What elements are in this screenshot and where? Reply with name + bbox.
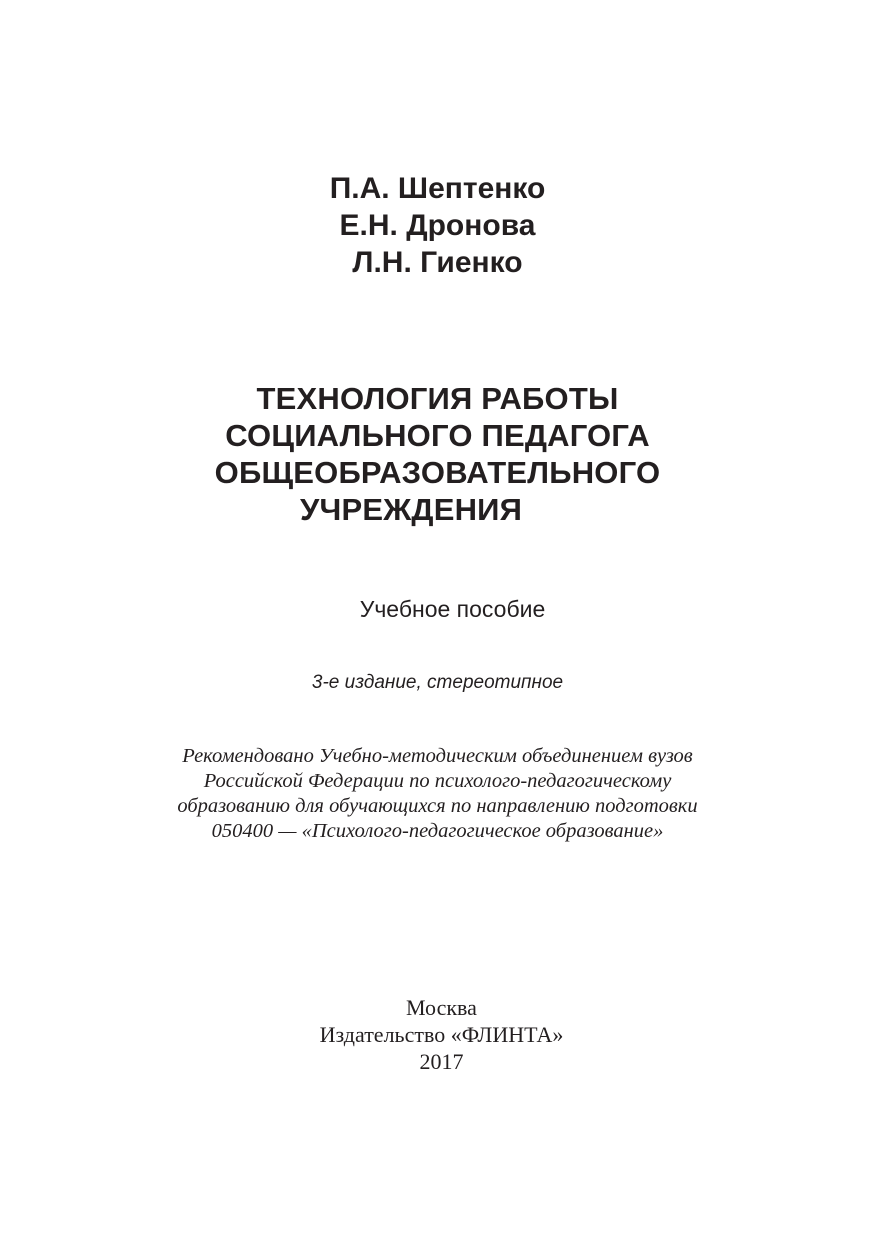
author-name: П.А. Шептенко [329, 172, 546, 205]
recommendation-line: 050400 — «Психолого-педагогическое образование» [211, 820, 664, 842]
edition-note: 3-е издание, стереотипное [311, 672, 564, 693]
book-title-line: СОЦИАЛЬНОГО ПЕДАГОГА [225, 418, 650, 453]
book-title [0, 380, 875, 528]
imprint-city: Москва [406, 995, 477, 1020]
recommendation-line: Рекомендовано Учебно-методическим объединением вузов [182, 745, 693, 767]
imprint-publisher: Издательство «ФЛИНТА» [319, 1022, 564, 1047]
recommendation-line: образованию для обучающихся по направлению подготовки [177, 795, 698, 817]
recommendation-line: Российской Федерации по психолого-педагогическому [203, 770, 672, 792]
author-name: Е.Н. Дронова [339, 209, 536, 242]
authors-block [0, 170, 875, 281]
recommendation-note [0, 744, 875, 844]
imprint-block [0, 994, 875, 1075]
book-title-line: ОБЩЕОБРАЗОВАТЕЛЬНОГО [214, 455, 661, 490]
book-title-line: УЧРЕЖДЕНИЯ [300, 492, 523, 527]
author-name: Л.Н. Гиенко [352, 246, 523, 279]
imprint-year: 2017 [419, 1049, 464, 1074]
book-subtitle: Учебное пособие [359, 596, 546, 622]
book-title-line: ТЕХНОЛОГИЯ РАБОТЫ [256, 381, 619, 416]
